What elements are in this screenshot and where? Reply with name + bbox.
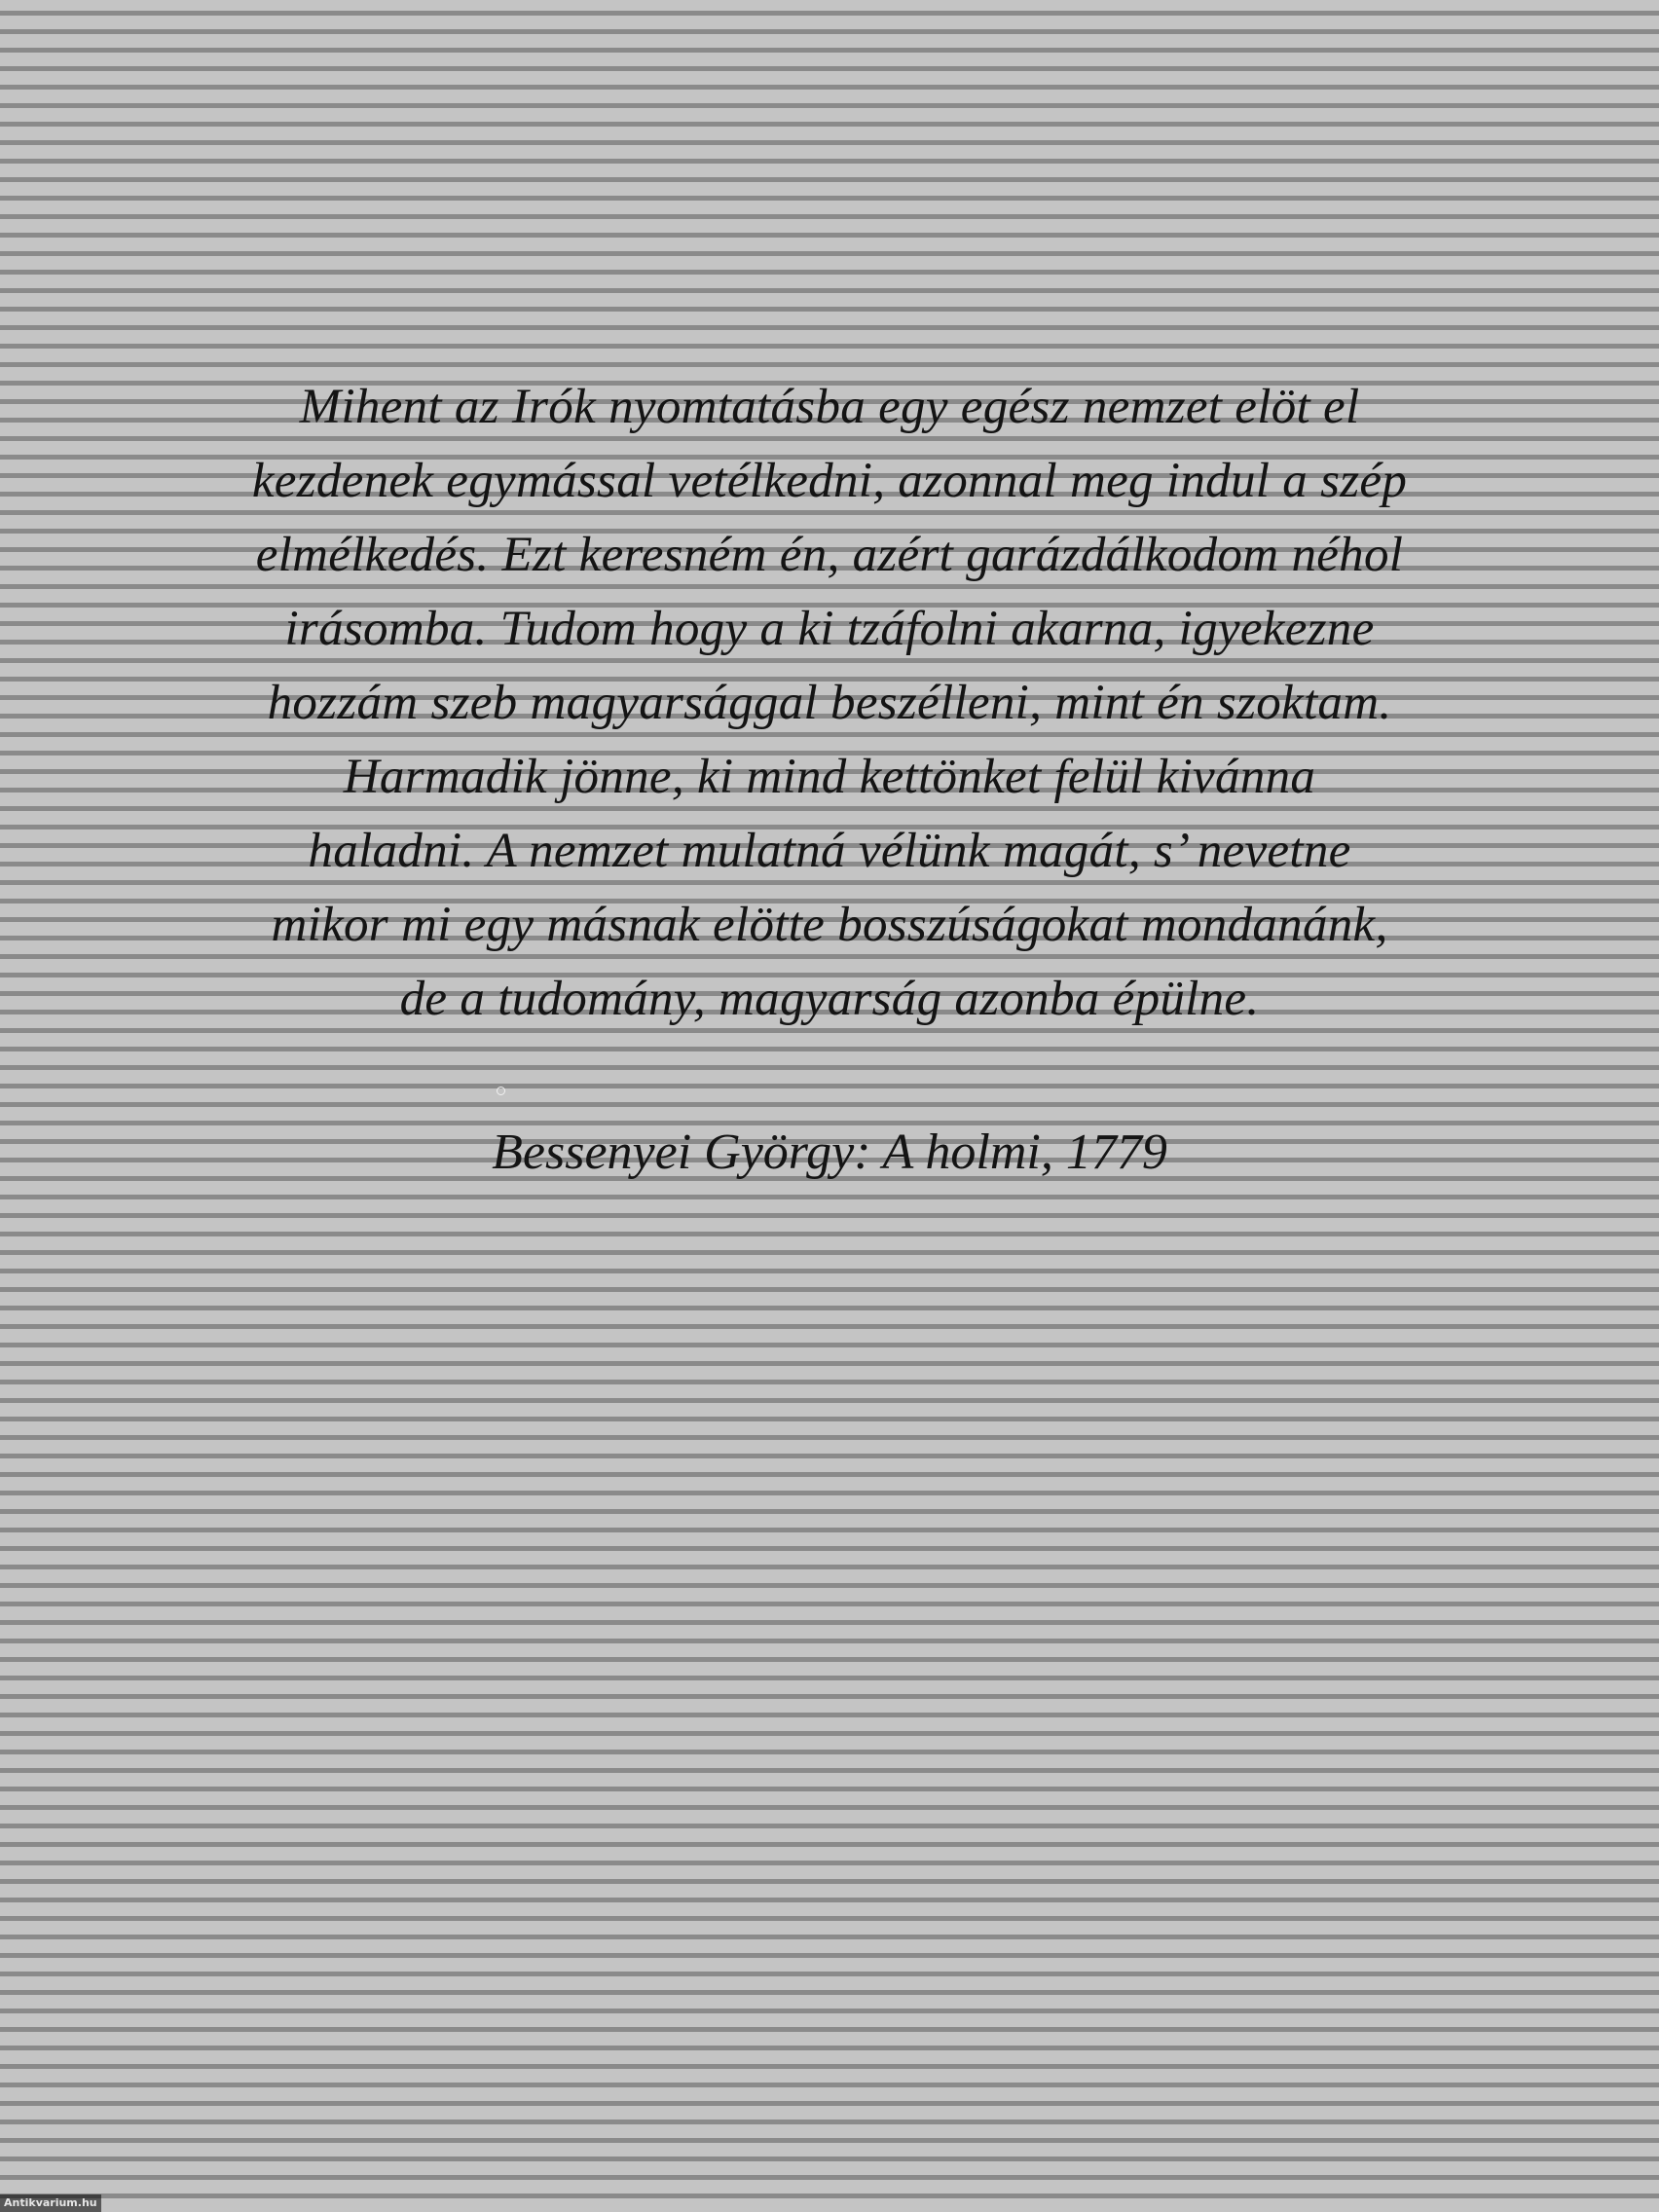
quote-line-5: hozzám szeb magyarsággal beszélleni, mint én szoktam. <box>267 676 1392 730</box>
quote-line-7: haladni. A nemzet mulatná vélünk magát, s’ nevetne <box>308 824 1351 878</box>
quote-line-8: mikor mi egy másnak elötte bosszúságokat mondanánk, <box>271 898 1388 952</box>
quote-attribution: Bessenyei György: A holmi, 1779 <box>492 1124 1167 1180</box>
quote-text <box>107 370 1552 1036</box>
quote-line-4: irásomba. Tudom hogy a ki tzáfolni akarna, igyekezne <box>284 602 1375 656</box>
source-watermark: Antikvarium.hu <box>0 2194 101 2212</box>
quote-line-3: elmélkedés. Ezt keresném én, azért garázdálkodom néhol <box>255 528 1404 582</box>
paper-speck <box>497 1087 505 1095</box>
quote-line-2: kezdenek egymással vetélkedni, azonnal meg indul a szép <box>251 454 1408 508</box>
quote-line-9: de a tudomány, magyarság azonba épülne. <box>399 972 1260 1026</box>
quote-line-6: Harmadik jönne, ki mind kettönket felül kivánna <box>343 750 1316 804</box>
quote-line-1: Mihent az Irók nyomtatásba egy egész nemzet elöt el <box>299 380 1360 434</box>
